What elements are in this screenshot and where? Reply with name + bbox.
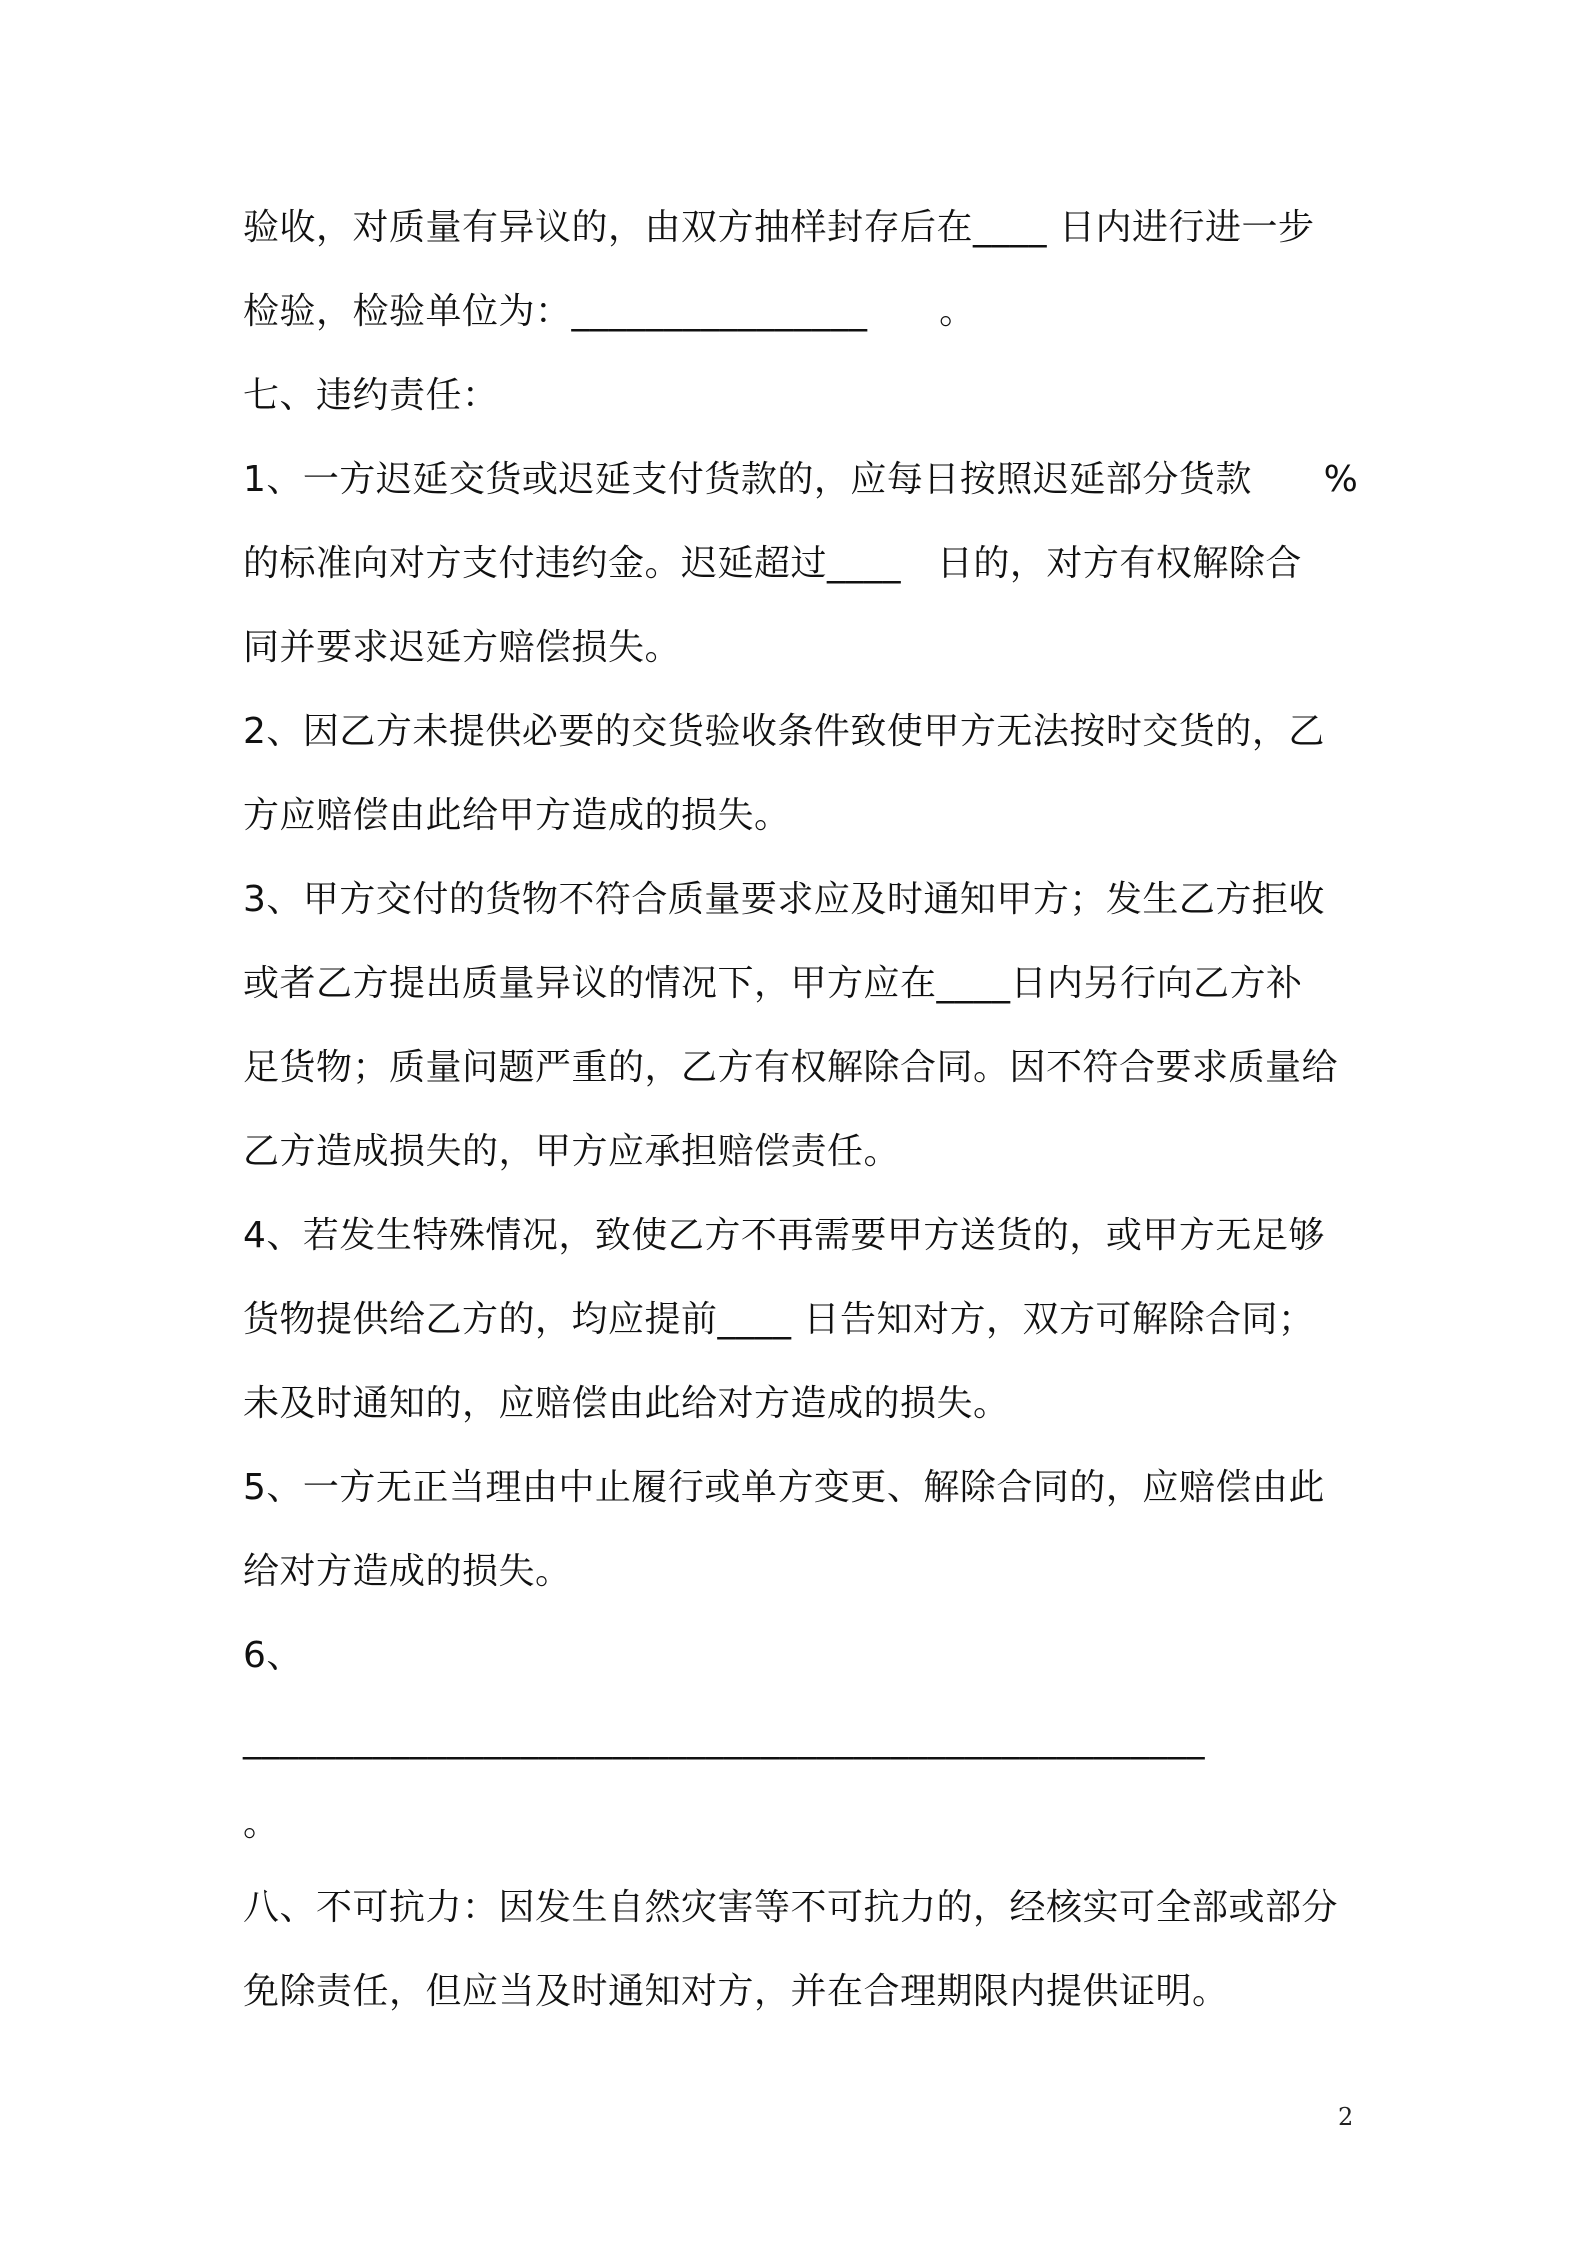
- text-line: 检验，检验单位为：________________ 。: [243, 291, 976, 332]
- text-line: 或者乙方提出质量异议的情况下，甲方应在____日内另行向乙方补: [243, 963, 1303, 1004]
- text-line: 4、若发生特殊情况，致使乙方不再需要甲方送货的，或甲方无足够: [243, 1215, 1325, 1256]
- text-line: 。: [243, 1803, 280, 1844]
- text-line: 未及时通知的，应赔偿由此给对方造成的损失。: [243, 1383, 1010, 1424]
- text-line: 同并要求迟延方赔偿损失。: [243, 627, 682, 668]
- text-line: 的标准向对方支付违约金。迟延超过____ 日的，对方有权解除合: [243, 543, 1302, 584]
- blank-underline: ____________________________________________________: [243, 1719, 1205, 1760]
- text-line: 6、: [243, 1635, 303, 1676]
- text-line: 5、一方无正当理由中止履行或单方变更、解除合同的，应赔偿由此: [243, 1467, 1325, 1508]
- text-line: 免除责任，但应当及时通知对方，并在合理期限内提供证明。: [243, 1971, 1229, 2012]
- text-line: 3、甲方交付的货物不符合质量要求应及时通知甲方；发生乙方拒收: [243, 879, 1325, 920]
- page-number: 2: [1338, 2103, 1354, 2131]
- section-heading: 八、不可抗力：因发生自然灾害等不可抗力的，经核实可全部或部分: [243, 1887, 1339, 1928]
- text-line: 2、因乙方未提供必要的交货验收条件致使甲方无法按时交货的，乙: [243, 711, 1325, 752]
- text-line: 足货物；质量问题严重的，乙方有权解除合同。因不符合要求质量给: [243, 1047, 1339, 1088]
- section-heading: 七、违约责任：: [243, 375, 499, 416]
- text-line: 给对方造成的损失。: [243, 1551, 572, 1592]
- text-line: 方应赔偿由此给甲方造成的损失。: [243, 795, 791, 836]
- text-line: 1、一方迟延交货或迟延支付货款的，应每日按照迟延部分货款 %: [243, 459, 1359, 500]
- text-line: 货物提供给乙方的，均应提前____ 日告知对方，双方可解除合同；: [243, 1299, 1315, 1340]
- text-line: 验收，对质量有异议的，由双方抽样封存后在____ 日内进行进一步: [243, 207, 1315, 248]
- text-line: 乙方造成损失的，甲方应承担赔偿责任。: [243, 1131, 901, 1172]
